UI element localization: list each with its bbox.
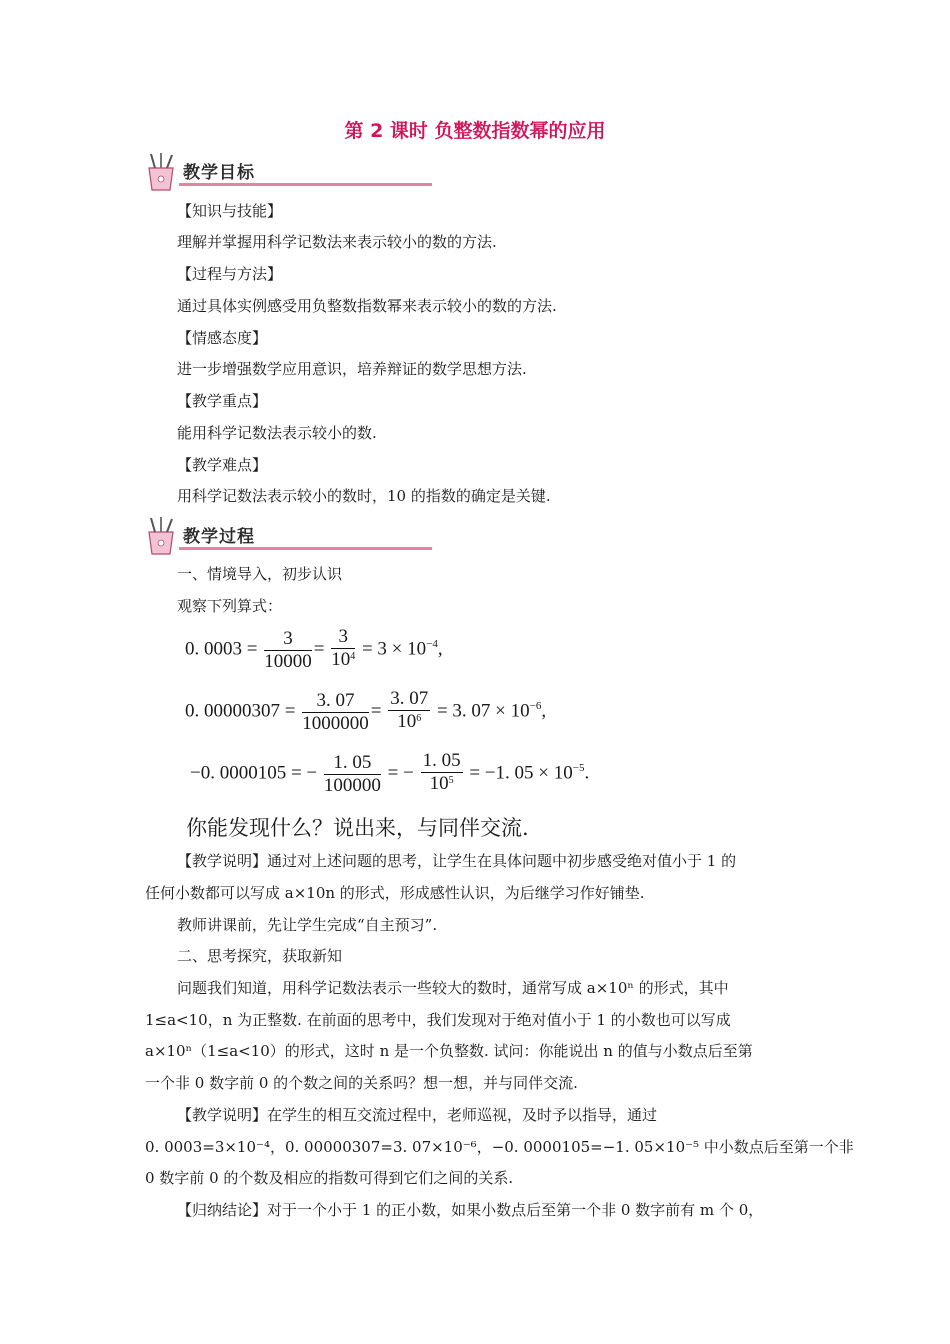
denominator: [388, 711, 430, 736]
problem-line-3: a×10ⁿ（1≤a<10）的形式，这时 n 是一个负整数. 试问：你能说出 n 的值与小数点后至第: [145, 1042, 753, 1060]
problem-line-4: 一个非 0 数字前 0 的个数之间的关系吗？想一想，并与同伴交流.: [145, 1074, 578, 1092]
denominator-exponent: 4: [350, 651, 356, 662]
knowledge-heading: 【知识与技能】: [177, 202, 283, 220]
fraction: [302, 690, 369, 735]
exponent: −5: [572, 762, 585, 775]
step-one-heading: 一、情境导入，初步认识: [177, 565, 343, 583]
attitude-heading: 【情感态度】: [177, 329, 268, 347]
equation-2: 0. 00000307 = $\frac{3. 07}{1000000}$ = $\frac{3. 07}{10^6}$ = 3. $07 \times 10^{-6}$,: [185, 688, 546, 736]
equation-3: [190, 750, 589, 798]
section-underline: [179, 547, 432, 550]
key-point-heading: 【教学重点】: [177, 392, 268, 410]
exponent: −4: [426, 638, 438, 651]
teaching-note-2-line-2: 0. 0003=3×10⁻⁴，0. 00000307=3. 07×10⁻⁶，−0. 0000105=−1. 05×10⁻⁵ 中小数点后至第一个非: [145, 1138, 854, 1156]
pen-holder-icon: [143, 516, 179, 556]
attitude-text: 进一步增强数学应用意识，培养辩证的数学思想方法.: [177, 360, 527, 378]
denominator: [331, 649, 355, 674]
section-underline: [179, 183, 432, 186]
denominator: 10000: [264, 650, 312, 672]
difficulty-text: 用科学记数法表示较小的数时，10 的指数的确定是关键.: [177, 487, 551, 505]
section-title: 教学过程: [183, 527, 255, 547]
equation-1: 0. 0003 = $\frac{3}{10000}$ = $\frac{3}{10^4}$ = $3 \times 10^{-4}$,: [185, 626, 443, 674]
numerator: 3: [331, 626, 355, 649]
eq-lhs: −0. 0000105 = −: [190, 762, 318, 784]
eq-lhs: 0. 0003 =: [185, 638, 258, 660]
denominator-exponent: 6: [416, 713, 422, 724]
eq-rhs: = −1. 05 × 10: [469, 762, 573, 784]
eq-lhs: 0. 00000307 =: [185, 700, 296, 722]
numerator: 3. 07: [302, 690, 369, 713]
fraction: [331, 626, 355, 674]
fraction: [264, 628, 312, 673]
pen-holder-icon: [143, 152, 179, 192]
teaching-note-2-line-3: 0 数字前 0 的个数及相应的指数可得到它们之间的关系.: [145, 1169, 514, 1187]
numerator: 1. 05: [324, 752, 381, 775]
knowledge-text: 理解并掌握用科学记数法来表示较小的数的方法.: [177, 233, 497, 251]
eq-mid: = −: [387, 762, 414, 784]
key-point-text: 能用科学记数法表示较小的数.: [177, 424, 377, 442]
eq-end: .: [584, 762, 590, 784]
eq-rhs: = 3 × 10: [361, 638, 427, 660]
eq-end: ,: [437, 638, 443, 660]
numerator: 3: [264, 628, 312, 651]
denominator: 100000: [323, 774, 381, 796]
problem-line-2: 1≤a<10，n 为正整数. 在前面的思考中，我们发现对于绝对值小于 1 的小数也可以写成: [145, 1011, 731, 1029]
fraction: [388, 688, 430, 736]
denominator-exponent: 5: [448, 775, 454, 786]
denominator: [421, 773, 463, 798]
discussion-question: 你能发现什么？说出来，与同伴交流.: [186, 816, 529, 840]
teaching-note-1-line-1: 【教学说明】通过对上述问题的思考，让学生在具体问题中初步感受绝对值小于 1 的: [177, 852, 737, 870]
numerator: 3. 07: [390, 688, 429, 709]
process-text: 通过具体实例感受用负整数指数幂来表示较小的数的方法.: [177, 297, 557, 315]
page-title: 第 2 课时 负整数指数幂的应用: [344, 120, 606, 142]
section-header-process: [143, 516, 293, 556]
teaching-note-2-line-1: 【教学说明】在学生的相互交流过程中，老师巡视，及时予以指导，通过: [177, 1106, 658, 1124]
exponent: −6: [529, 700, 542, 713]
section-title: 教学目标: [183, 163, 255, 183]
problem-line-1: 问题我们知道，用科学记数法表示一些较大的数时，通常写成 a×10ⁿ 的形式，其中: [177, 979, 729, 997]
step-two-heading: 二、思考探究，获取新知: [177, 947, 343, 965]
eq-end: ,: [541, 700, 547, 722]
process-heading: 【过程与方法】: [177, 265, 283, 283]
denominator-base: 10: [331, 649, 351, 670]
teaching-note-1-line-2: 任何小数都可以写成 a×10n 的形式，形成感性认识，为后继学习作好铺垫.: [145, 884, 645, 902]
denominator-base: 10: [397, 711, 417, 732]
denominator-base: 10: [429, 773, 449, 794]
preview-text: 教师讲课前，先让学生完成“自主预习”.: [177, 916, 438, 934]
difficulty-heading: 【教学难点】: [177, 456, 268, 474]
observe-text: 观察下列算式：: [177, 597, 283, 615]
numerator: 1. 05: [422, 750, 461, 771]
conclusion-text: 【归纳结论】对于一个小于 1 的正小数，如果小数点后至第一个非 0 数字前有 m 个 0，: [177, 1201, 764, 1219]
fraction: [421, 750, 463, 798]
denominator: 1000000: [302, 712, 369, 734]
fraction: [324, 752, 381, 797]
eq-rhs: = 3. 07 × 10: [436, 700, 530, 722]
section-header-goals: [143, 152, 293, 192]
